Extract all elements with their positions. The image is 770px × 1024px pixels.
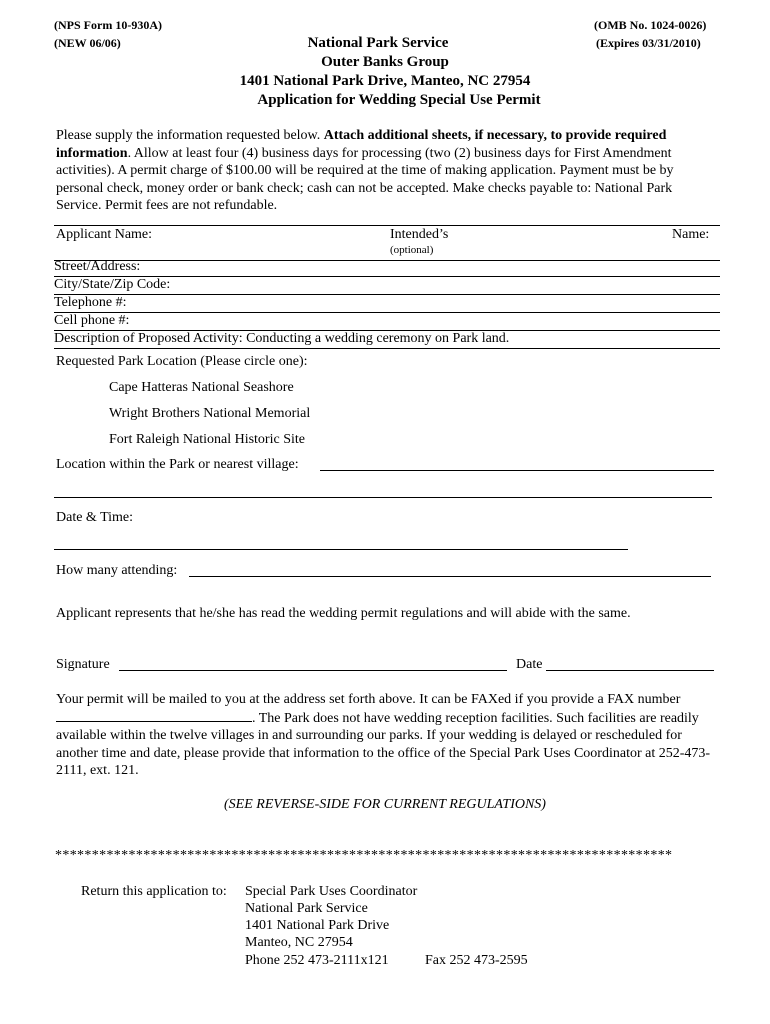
return-line-4: Manteo, NC 27954 — [245, 935, 353, 950]
location-label: Requested Park Location (Please circle one): — [56, 354, 308, 369]
description-row — [54, 331, 720, 349]
date-label: Date — [516, 657, 543, 672]
expiration-date: (Expires 03/31/2010) — [596, 36, 701, 50]
reverse-side-note: (SEE REVERSE-SIDE FOR CURRENT REGULATIONS) — [224, 797, 546, 812]
date-time-label: Date & Time: — [56, 510, 134, 525]
date-line[interactable] — [546, 670, 714, 671]
cell-label: Cell phone #: — [54, 313, 130, 328]
location-option-fort-raleigh[interactable]: Fort Raleigh National Historic Site — [109, 432, 305, 447]
intended-label: Intended’s — [390, 227, 449, 242]
form-number: (NPS Form 10-930A) — [54, 18, 162, 32]
location-within-line[interactable] — [320, 470, 714, 471]
omb-number: (OMB No. 1024-0026) — [594, 18, 707, 32]
optional-label: (optional) — [390, 244, 434, 256]
applicant-name-label: Applicant Name: — [56, 227, 153, 242]
mail-paragraph: Your permit will be mailed to you at the address set forth above. It can be FAXed if you provide a FAX number. The Park does not have wedding reception facilities. Such facilities are readily available within the twelve villages in and surrounding our parks. If your wedding is delayed or rescheduled for another time and date, please provide that information to the office of the Special Park Uses Coordinator at 252-473-2111, ext. 121. — [56, 692, 711, 778]
city-label: City/State/Zip Code: — [54, 277, 171, 292]
agency-address: 1401 National Park Drive, Manteo, NC 27954 — [239, 73, 531, 89]
location-continued-line[interactable] — [54, 497, 712, 498]
telephone-row[interactable] — [54, 295, 720, 313]
date-time-line[interactable] — [54, 549, 628, 550]
return-line-1: Special Park Uses Coordinator — [245, 884, 418, 899]
street-label: Street/Address: — [54, 259, 141, 274]
signature-label: Signature — [56, 657, 110, 672]
location-option-wright-brothers[interactable]: Wright Brothers National Memorial — [109, 406, 311, 421]
group-name: Outer Banks Group — [321, 54, 449, 70]
return-fax: Fax 252 473-2595 — [425, 953, 528, 968]
return-line-3: 1401 National Park Drive — [245, 918, 390, 933]
page-title: Application for Wedding Special Use Permit — [257, 92, 541, 108]
location-option-cape-hatteras[interactable]: Cape Hatteras National Seashore — [109, 380, 294, 395]
return-phone: Phone 252 473-2111x121 — [245, 953, 389, 968]
return-line-2: National Park Service — [245, 901, 368, 916]
telephone-label: Telephone #: — [54, 295, 127, 310]
applicant-name-row[interactable] — [54, 227, 720, 261]
fax-number-line[interactable] — [56, 709, 252, 722]
street-row[interactable] — [54, 259, 720, 277]
signature-line[interactable] — [119, 670, 507, 671]
form-version: (NEW 06/06) — [54, 36, 121, 50]
intro-paragraph: Please supply the information requested below. Attach additional sheets, if necessary, to provide required information. Allow at least four (4) business days for processing (two (2) business days for First Amendment activities). A permit charge of $100.00 will be required at the time of making application. Payment must be by personal check, money order or bank check; cash can not be accepted. Make checks payable to: National Park Service. Permit fees are not refundable. — [56, 128, 674, 213]
statement-text: Applicant represents that he/she has read the wedding permit regulations and will abide with the same. — [56, 606, 631, 621]
attending-label: How many attending: — [56, 563, 178, 578]
cell-row[interactable] — [54, 313, 720, 331]
name-label: Name: — [672, 227, 710, 242]
return-label: Return this application to: — [81, 884, 227, 899]
description-label: Description of Proposed Activity: Conducting a wedding ceremony on Park land. — [54, 331, 510, 346]
attending-line[interactable] — [189, 576, 711, 577]
fields-top-rule — [54, 225, 720, 226]
location-within-label: Location within the Park or nearest village: — [56, 457, 299, 472]
agency-name: National Park Service — [307, 35, 449, 51]
city-row[interactable] — [54, 277, 720, 295]
star-divider: ************************************************************************************ — [55, 848, 673, 863]
